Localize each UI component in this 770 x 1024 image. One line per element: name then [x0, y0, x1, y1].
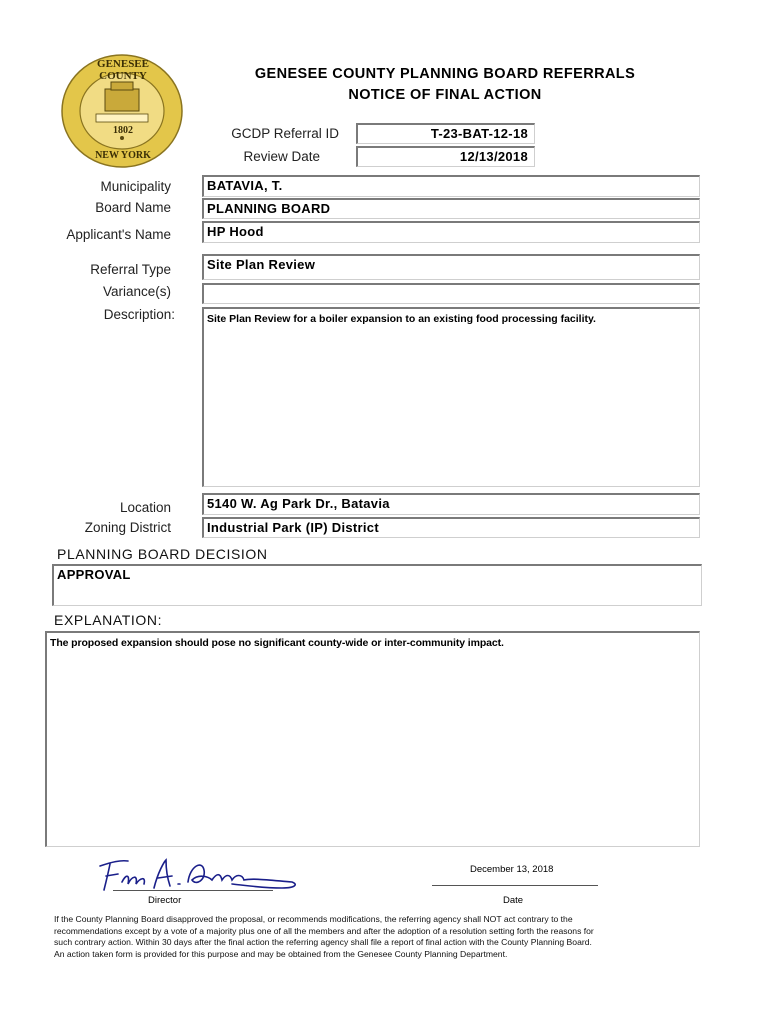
- municipality-label: Municipality: [100, 179, 171, 194]
- date-line: [432, 885, 598, 886]
- variances-label: Variance(s): [102, 284, 171, 299]
- board-name-field[interactable]: PLANNING BOARD: [202, 198, 700, 219]
- date-value: December 13, 2018: [470, 864, 554, 875]
- director-label: Director: [148, 895, 182, 906]
- location-label: Location: [119, 500, 171, 515]
- variances-field[interactable]: [202, 283, 700, 304]
- referral-type-label: Referral Type: [90, 262, 171, 277]
- applicant-field[interactable]: HP Hood: [202, 221, 700, 243]
- footnote-line: An action taken form is provided for this purpose and may be obtained from the Genesee County Planning Department.: [54, 948, 508, 959]
- seal-year: 1802: [113, 125, 133, 136]
- page-title: GENESEE COUNTY PLANNING BOARD REFERRALS: [254, 66, 636, 82]
- location-field[interactable]: 5140 W. Ag Park Dr., Batavia: [202, 493, 700, 515]
- date-line-wrap: [432, 885, 598, 886]
- footnote: [54, 914, 734, 960]
- footnote-line: recommendations except by a vote of a majority plus one of all the members and after the adoption of a resolution setting forth the reasons for: [54, 925, 594, 936]
- referral-id-label: GCDP Referral ID: [231, 126, 339, 141]
- seal-top-text: GENESEE COUNTY: [97, 58, 149, 82]
- description-label: Description:: [103, 307, 175, 322]
- footnote-line: If the County Planning Board disapproved the proposal, or recommends modifications, the referring agency shall NOT act contrary to the: [54, 914, 573, 924]
- decision-field[interactable]: APPROVAL: [52, 564, 702, 606]
- board-name-label: Board Name: [95, 200, 171, 215]
- footnote-line: such contrary action. Within 30 days after the final action the referring agency shall file a report of final action with the County Planning Board.: [54, 937, 592, 947]
- review-date-label: Review Date: [243, 149, 320, 164]
- zoning-field[interactable]: Industrial Park (IP) District: [202, 517, 700, 538]
- municipality-field[interactable]: BATAVIA, T.: [202, 175, 700, 197]
- director-line: [113, 890, 273, 891]
- director-line-wrap: [113, 890, 273, 891]
- review-date-field[interactable]: 12/13/2018: [356, 146, 535, 167]
- county-seal: [58, 52, 188, 170]
- referral-type-field[interactable]: Site Plan Review: [202, 254, 700, 280]
- decision-heading: PLANNING BOARD DECISION: [57, 546, 268, 562]
- applicant-label: Applicant's Name: [66, 227, 171, 242]
- explanation-heading: EXPLANATION:: [54, 612, 163, 628]
- referral-id-field[interactable]: T-23-BAT-12-18: [356, 123, 535, 144]
- description-field[interactable]: Site Plan Review for a boiler expansion to an existing food processing facility.: [202, 307, 700, 487]
- explanation-field[interactable]: The proposed expansion should pose no significant county-wide or inter-community impact.: [45, 631, 700, 847]
- director-signature: [92, 852, 304, 894]
- seal-bottom-text: NEW YORK: [95, 150, 151, 161]
- zoning-label: Zoning District: [84, 520, 171, 535]
- date-label: Date: [503, 895, 524, 906]
- page-subtitle: NOTICE OF FINAL ACTION: [348, 87, 542, 103]
